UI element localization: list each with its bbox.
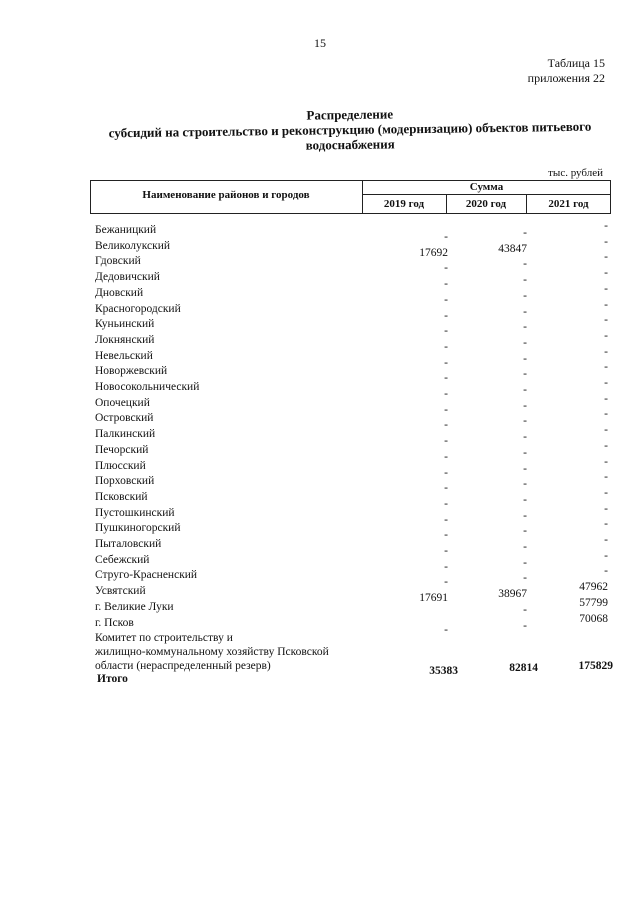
row-name: Струго-Красненский <box>95 569 198 582</box>
row-name: Палкинский <box>95 428 156 441</box>
value-2021: - <box>604 518 608 531</box>
value-2019: - <box>444 403 448 416</box>
value-2020: 38967 <box>498 588 527 601</box>
row-name: Себежский <box>95 553 150 566</box>
value-2020: - <box>523 274 527 287</box>
value-2021: - <box>604 471 608 484</box>
value-2020: - <box>523 227 527 239</box>
value-2021: - <box>604 267 608 280</box>
total-2019: 35383 <box>429 665 458 677</box>
row-name: Пустошкинский <box>95 506 175 519</box>
value-2021: - <box>604 392 608 405</box>
value-2021: - <box>604 486 608 499</box>
value-2019: - <box>444 356 448 369</box>
page-number: 15 <box>314 36 326 50</box>
value-2021: - <box>604 565 608 578</box>
value-2020: - <box>523 446 527 459</box>
header-year-2019: 2019 год <box>383 198 425 210</box>
value-2020: - <box>523 572 527 585</box>
row-name: Невельский <box>95 349 153 362</box>
total-2021: 175829 <box>578 660 613 672</box>
title-line: Распределение <box>306 106 394 123</box>
title-line: субсидий на строительство и реконструкцию (модернизацию) объектов питьевого <box>108 118 592 141</box>
value-2020: - <box>523 431 527 444</box>
value-2021: - <box>604 235 608 248</box>
value-2019: - <box>444 419 448 432</box>
row-name: Пушкиногорский <box>95 522 181 535</box>
title-line: водоснабжения <box>305 136 395 153</box>
header-divider <box>362 194 611 195</box>
value-2019: - <box>444 450 448 463</box>
value-2020: 43847 <box>498 242 527 255</box>
value-2020: - <box>523 556 527 569</box>
value-2019: - <box>444 435 448 448</box>
header-name-column: Наименование районов и городов <box>142 189 310 201</box>
value-2020: - <box>523 462 527 475</box>
table-header <box>90 180 611 214</box>
row-name: Бежаницкий <box>95 224 157 236</box>
document-title <box>90 103 611 155</box>
value-2021: - <box>604 534 608 546</box>
value-2021: - <box>604 424 608 437</box>
header-year-2021: 2021 год <box>548 198 589 210</box>
value-2019: - <box>444 466 448 479</box>
value-2020: - <box>523 415 527 428</box>
value-2021: - <box>604 220 608 232</box>
total-label: Итого <box>97 673 128 685</box>
value-2021: - <box>604 361 608 374</box>
row-name: г. Псков <box>95 616 134 629</box>
row-name: Гдовский <box>95 255 141 268</box>
value-2019: - <box>444 545 448 557</box>
row-name: Дедовичский <box>95 271 160 284</box>
value-2020: - <box>523 384 527 396</box>
value-2019: - <box>444 576 448 589</box>
row-name: Локнянский <box>95 333 155 346</box>
value-2021: - <box>604 314 608 327</box>
row-name: Новоржевский <box>95 365 168 378</box>
value-2021: 47962 <box>579 581 608 594</box>
value-2020: - <box>523 368 527 381</box>
row-name: Опочецкий <box>95 396 150 409</box>
table-ref-line: приложения 22 <box>527 71 605 85</box>
value-2019: - <box>444 278 448 291</box>
value-2019: - <box>444 482 448 495</box>
value-2019: - <box>444 529 448 542</box>
value-2021: 57799 <box>579 596 608 609</box>
unit-label: тыс. рублей <box>548 167 603 179</box>
value-2021: - <box>604 282 608 295</box>
header-sum-column: Сумма <box>469 181 504 193</box>
value-2020: - <box>523 493 527 506</box>
row-name: Псковский <box>95 490 148 503</box>
value-2020: - <box>523 509 527 522</box>
row-name: Печорский <box>95 443 149 456</box>
value-2019: - <box>444 560 448 573</box>
value-2021: - <box>604 502 608 515</box>
value-2019: - <box>444 293 448 306</box>
row-name: Куньинский <box>95 318 155 331</box>
row-name: Плюсский <box>95 459 146 472</box>
value-2021: - <box>604 251 608 264</box>
value-2019: - <box>444 623 448 636</box>
committee-line: Комитет по строительству и <box>95 632 233 644</box>
row-name: Новосокольнический <box>95 381 200 393</box>
value-2020: - <box>523 258 527 271</box>
row-name: Пыталовский <box>95 538 162 550</box>
row-name: Усвятский <box>95 585 146 598</box>
committee-line: жилищно-коммунальному хозяйству Псковской <box>95 646 329 658</box>
value-2020: - <box>523 352 527 365</box>
value-2021: - <box>604 345 608 358</box>
value-2019: 17691 <box>419 592 448 605</box>
value-2020: - <box>523 603 527 616</box>
value-2019: - <box>444 309 448 322</box>
table-reference <box>528 56 605 86</box>
row-name: Дновский <box>95 286 144 299</box>
row-name: Порховский <box>95 475 155 488</box>
value-2021: - <box>604 455 608 468</box>
value-2021: 70068 <box>579 612 608 625</box>
committee-line: области (нераспределенный резерв) <box>95 660 271 672</box>
value-2021: - <box>604 439 608 452</box>
total-2020: 82814 <box>509 662 538 674</box>
value-2020: - <box>523 478 527 491</box>
value-2021: - <box>604 377 608 389</box>
header-year-2020: 2020 год <box>465 198 507 210</box>
value-2019: - <box>444 262 448 275</box>
table-ref-line: Таблица 15 <box>547 56 605 70</box>
value-2019: 17692 <box>419 246 448 259</box>
value-2019: - <box>444 513 448 526</box>
value-2021: - <box>604 298 608 311</box>
row-name: Великолукский <box>95 239 171 252</box>
value-2019: - <box>444 325 448 338</box>
value-2021: - <box>604 329 608 342</box>
value-2020: - <box>523 289 527 302</box>
value-2020: - <box>523 525 527 538</box>
value-2020: - <box>523 619 527 632</box>
value-2019: - <box>444 340 448 353</box>
value-2020: - <box>523 336 527 349</box>
value-2020: - <box>523 305 527 318</box>
value-2019: - <box>444 497 448 510</box>
value-2019: - <box>444 388 448 400</box>
row-name: Островский <box>95 412 154 425</box>
value-2021: - <box>604 408 608 421</box>
value-2021: - <box>604 549 608 562</box>
value-2019: - <box>444 231 448 243</box>
value-2019: - <box>444 372 448 385</box>
row-name: г. Великие Луки <box>95 600 174 613</box>
committee-row-label <box>95 631 365 673</box>
value-2020: - <box>523 399 527 412</box>
row-name: Красногородский <box>95 302 181 315</box>
value-2020: - <box>523 541 527 553</box>
value-2020: - <box>523 321 527 334</box>
